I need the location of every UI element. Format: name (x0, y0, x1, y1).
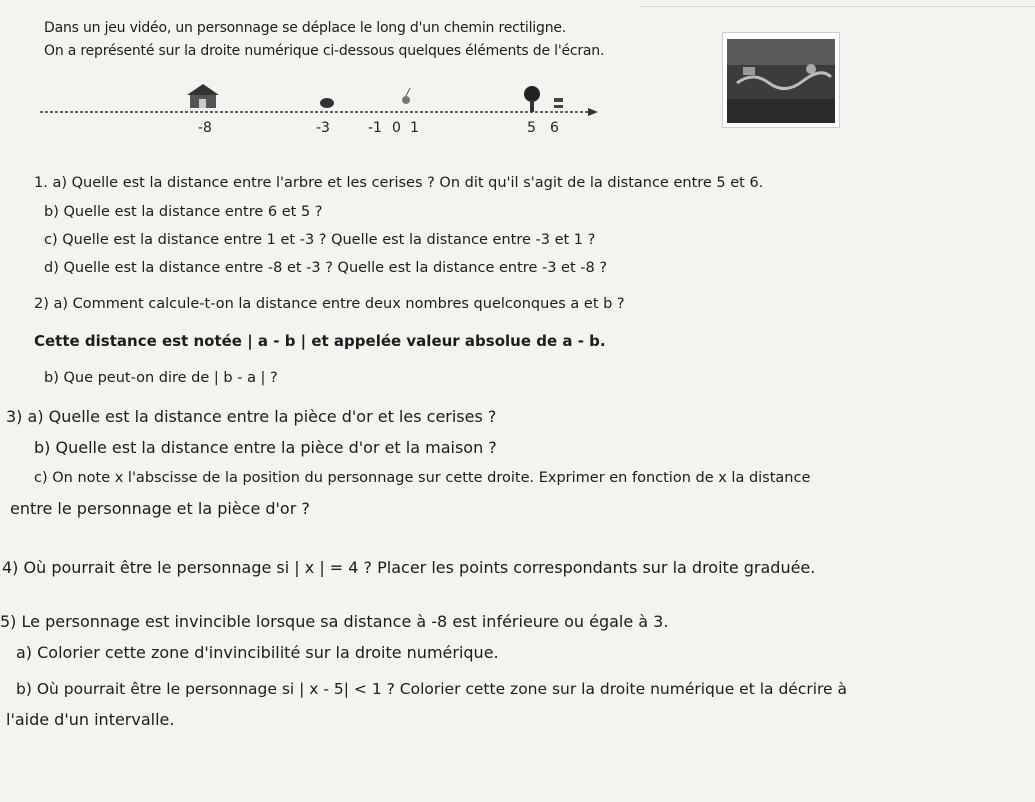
question-2b: b) Que peut-on dire de | b - a | ? (44, 370, 278, 386)
tick-label: 1 (410, 120, 419, 136)
question-2a: 2) a) Comment calcule-t-on la distance entre deux nombres quelconques a et b ? (34, 296, 625, 312)
question-3b: b) Quelle est la distance entre la pièce d'or et la maison ? (34, 438, 497, 457)
game-scene-icon (723, 33, 839, 127)
tick-label: 0 (392, 120, 401, 136)
question-4: 4) Où pourrait être le personnage si | x | = 4 ? Placer les points correspondants sur la droite graduée. (2, 558, 816, 577)
question-5a: a) Colorier cette zone d'invincibilité sur la droite numérique. (16, 643, 499, 662)
tree-icon (524, 86, 540, 112)
intro-line-1: Dans un jeu vidéo, un personnage se déplace le long d'un chemin rectiligne. (44, 20, 567, 36)
question-1b: b) Quelle est la distance entre 6 et 5 ? (44, 204, 323, 220)
divider (640, 6, 1035, 7)
question-1d: d) Quelle est la distance entre -8 et -3 ? Quelle est la distance entre -3 et -8 ? (44, 260, 608, 276)
question-3a: 3) a) Quelle est la distance entre la pièce d'or et les cerises ? (6, 407, 497, 426)
house-icon (187, 84, 219, 108)
tick-label: -8 (198, 120, 212, 136)
number-line (40, 78, 600, 142)
question-1c: c) Quelle est la distance entre 1 et -3 ? Quelle est la distance entre -3 et 1 ? (44, 232, 596, 248)
question-5b-line-1: b) Où pourrait être le personnage si | x - 5| < 1 ? Colorier cette zone sur la droite numérique et la décrire à (16, 680, 848, 698)
cherries-icon (402, 88, 410, 104)
question-3c-line-2: entre le personnage et la pièce d'or ? (10, 499, 310, 518)
question-5: 5) Le personnage est invincible lorsque sa distance à -8 est inférieure ou égale à 3. (0, 612, 669, 631)
intro-line-2: On a représenté sur la droite numérique ci-dessous quelques éléments de l'écran. (44, 43, 605, 59)
tick-label: -1 (368, 120, 382, 136)
character-icon (554, 98, 563, 108)
tick-label: -3 (316, 120, 330, 136)
coin-icon (320, 98, 334, 108)
question-3c-line-1: c) On note x l'abscisse de la position du personnage sur cette droite. Exprimer en fonction de x la distance (34, 470, 811, 486)
question-5b-line-2: l'aide d'un intervalle. (6, 710, 175, 729)
tick-label: 5 (527, 120, 536, 136)
tick-label: 6 (550, 120, 559, 136)
absolute-value-definition: Cette distance est notée | a - b | et appelée valeur absolue de a - b. (34, 332, 606, 350)
question-1a: 1. a) Quelle est la distance entre l'arbre et les cerises ? On dit qu'il s'agit de la distance entre 5 et 6. (34, 175, 764, 191)
game-screen-image (722, 32, 840, 128)
